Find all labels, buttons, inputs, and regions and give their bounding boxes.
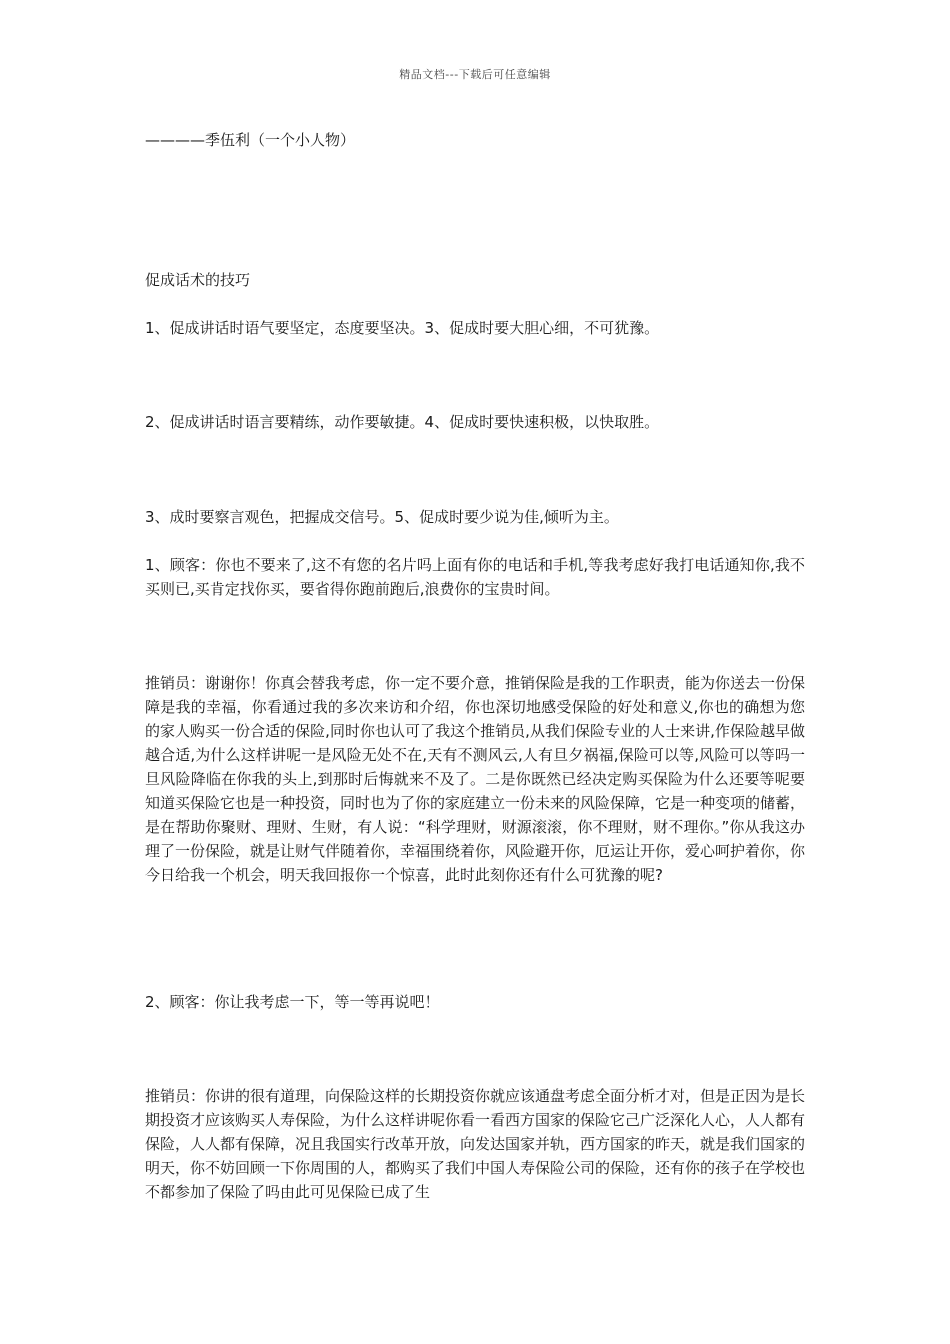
page-header: 精品文档---下载后可任意编辑: [399, 68, 551, 81]
signature-line: ————季伍利（一个小人物）: [145, 131, 356, 149]
tip-paragraph-2: 2、促成讲话时语言要精练，动作要敏捷。4、促成时要快速积极，以快取胜。: [145, 413, 660, 431]
salesperson-reply-2: 推销员：你讲的很有道理，向保险这样的长期投资你就应该通盘考虑全面分析才对，但是正因为是长期投资才应该购买人寿保险，为什么这样讲呢你看一看西方国家的保险它己广泛深化人心，人人都有保险，人人都有保障，况且我国实行改革开放，向发达国家并轨，西方国家的昨天，就是我们国家的明天，你不妨回顾一下你周围的人，都购买了我们中国人寿保险公司的保险，还有你的孩子在学校也不都参加了保险了吗由此可见保险已成了生: [145, 1087, 806, 1201]
customer-objection-2: 2、顾客：你让我考虑一下，等一等再说吧！: [145, 993, 440, 1011]
salesperson-reply-1: 推销员：谢谢你！你真会替我考虑，你一定不要介意，推销保险是我的工作职责，能为你送去一份保障是我的幸福，你看通过我的多次来访和介绍，你也深切地感受保险的好处和意义,你也的确想为您的家人购买一份合适的保险,同时你也认可了我这个推销员,从我们保险专业的人士来讲,作保险越早做越合适,为什么这样讲呢一是风险无处不在,天有不测风云,人有旦夕祸福,保险可以等,风险可以等吗一旦风险降临在你我的头上,到那时后悔就来不及了。二是你既然已经决定购买保险为什么还要等呢要知道买保险它也是一种投资，同时也为了你的家庭建立一份未来的风险保障，它是一种变项的储蓄，是在帮助你聚财、理财、生财，有人说：“科学理财，财源滚滚，你不理财，财不理你。”你从我这办理了一份保险，就是让财气伴随着你，幸福围绕着你，风险避开你，厄运让开你，爱心呵护着你，你今日给我一个机会，明天我回报你一个惊喜，此时此刻你还有什么可犹豫的呢?: [145, 674, 806, 884]
section-title: 促成话术的技巧: [145, 271, 251, 289]
tip-paragraph-3: 3、成时要察言观色，把握成交信号。5、促成时要少说为佳,倾听为主。: [145, 508, 619, 526]
customer-objection-1: 1、顾客：你也不要来了,这不有您的名片吗上面有你的电话和手机,等我考虑好我打电话通知你,我不买则已,买肯定找你买，要省得你跑前跑后,浪费你的宝贵时间。: [145, 556, 805, 598]
tip-paragraph-1: 1、促成讲话时语气要坚定，态度要坚决。3、促成时要大胆心细，不可犹豫。: [145, 319, 660, 337]
